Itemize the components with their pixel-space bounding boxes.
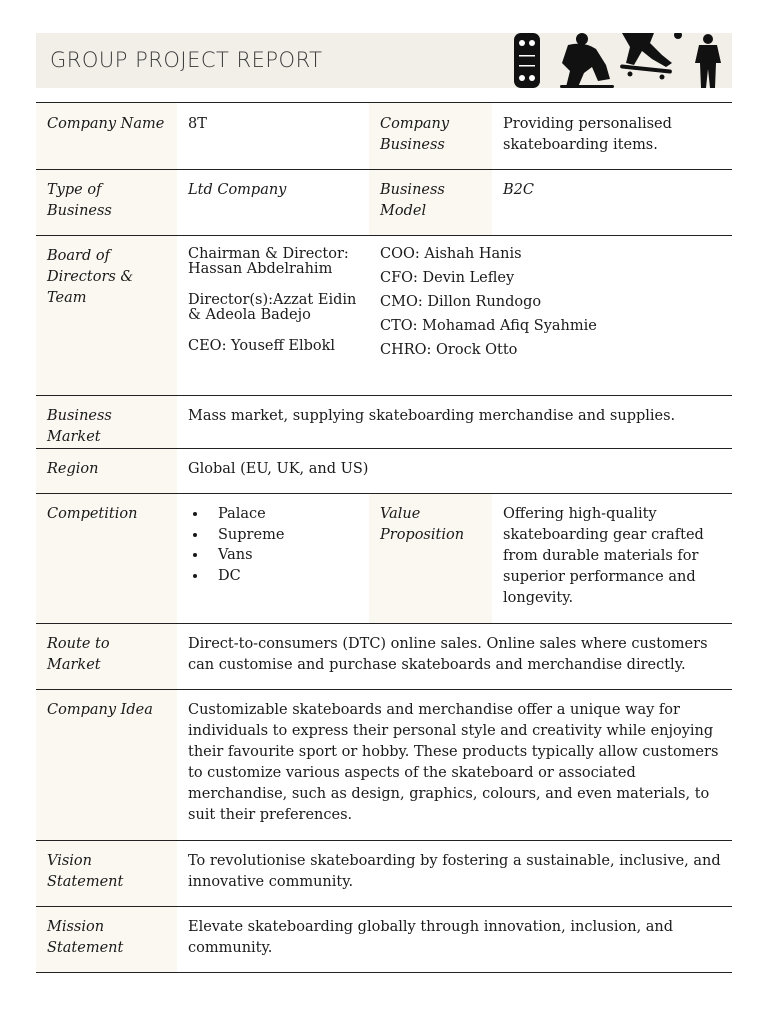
skateboard-deck-icon [514,33,540,88]
board-right-list [369,236,732,396]
board-cmo: CMO: Dillon Rundogo [380,294,542,310]
project-report-table [36,102,732,973]
jumping-skater-icon [620,33,682,80]
route-to-market-label: Route to Market [36,624,177,690]
vision-statement-label: Vision Statement [36,841,177,907]
row-mission-statement [36,907,732,973]
type-of-business-value: Ltd Company [177,170,369,236]
competitor-item: • Supreme [208,525,358,546]
skater-silhouettes [502,33,732,88]
board-directors: Director(s):Azzat Eidin & Adeola Badejo [188,292,357,323]
row-route-to-market [36,624,732,690]
competitor-item: • DC [208,566,358,587]
report-title: GROUP PROJECT REPORT [50,48,323,72]
region-label: Region [36,449,177,494]
competition-list-cell [177,494,369,624]
company-name-value: 8T [177,103,369,170]
type-of-business-label: Type of Business [36,170,177,236]
company-business-value: Providing personalised skateboarding items. [492,103,732,170]
company-name-label: Company Name [36,103,177,170]
board-chro: CHRO: Orock Otto [380,342,518,358]
business-model-label: Business Model [369,170,492,236]
competition-label: Competition [36,494,177,624]
value-proposition-label: Value Proposition [369,494,492,624]
board-chairman: Chairman & Director: Hassan Abdelrahim [188,246,349,277]
row-company-name [36,103,732,170]
row-board-of-directors [36,236,732,396]
competitor-item: • Vans [208,545,358,566]
business-market-value: Mass market, supplying skateboarding merchandise and supplies. [177,396,732,449]
board-left-list [177,236,369,396]
mission-statement-label: Mission Statement [36,907,177,973]
value-proposition-value: Offering high-quality skateboarding gear crafted from durable materials for superior performance and longevity. [492,494,732,624]
crouching-skater-icon [560,33,614,88]
report-header-banner [36,33,732,88]
standing-skater-icon [695,34,721,88]
mission-statement-value: Elevate skateboarding globally through innovation, inclusion, and community. [177,907,732,973]
board-ceo: CEO: Youseff Elbokl [188,338,336,354]
company-business-label: Company Business [369,103,492,170]
company-idea-label: Company Idea [36,690,177,841]
company-idea-value: Customizable skateboards and merchandise offer a unique way for individuals to express their personal style and creativity while enjoying their favourite sport or hobby. These products typically allow customers to customize various aspects of the skateboard or associated merchandise, such as design, graphics, colours, and even materials, to suit their preferences. [177,690,732,841]
row-company-idea [36,690,732,841]
board-cfo: CFO: Devin Lefley [380,270,515,286]
board-cto: CTO: Mohamad Afiq Syahmie [380,318,597,334]
business-model-value: B2C [492,170,732,236]
board-label: Board of Directors & Team [36,236,177,396]
region-value: Global (EU, UK, and US) [177,449,732,494]
row-competition [36,494,732,624]
row-vision-statement [36,841,732,907]
business-market-label: Business Market [36,396,177,449]
competitor-item: • Palace [208,504,358,525]
competition-list [188,504,358,586]
route-to-market-value: Direct-to-consumers (DTC) online sales. Online sales where customers can customise and purchase skateboards and merchandise directly. [177,624,732,690]
row-type-of-business [36,170,732,236]
row-region [36,449,732,494]
row-business-market [36,396,732,449]
vision-statement-value: To revolutionise skateboarding by fostering a sustainable, inclusive, and innovative community. [177,841,732,907]
board-coo: COO: Aishah Hanis [380,246,522,262]
